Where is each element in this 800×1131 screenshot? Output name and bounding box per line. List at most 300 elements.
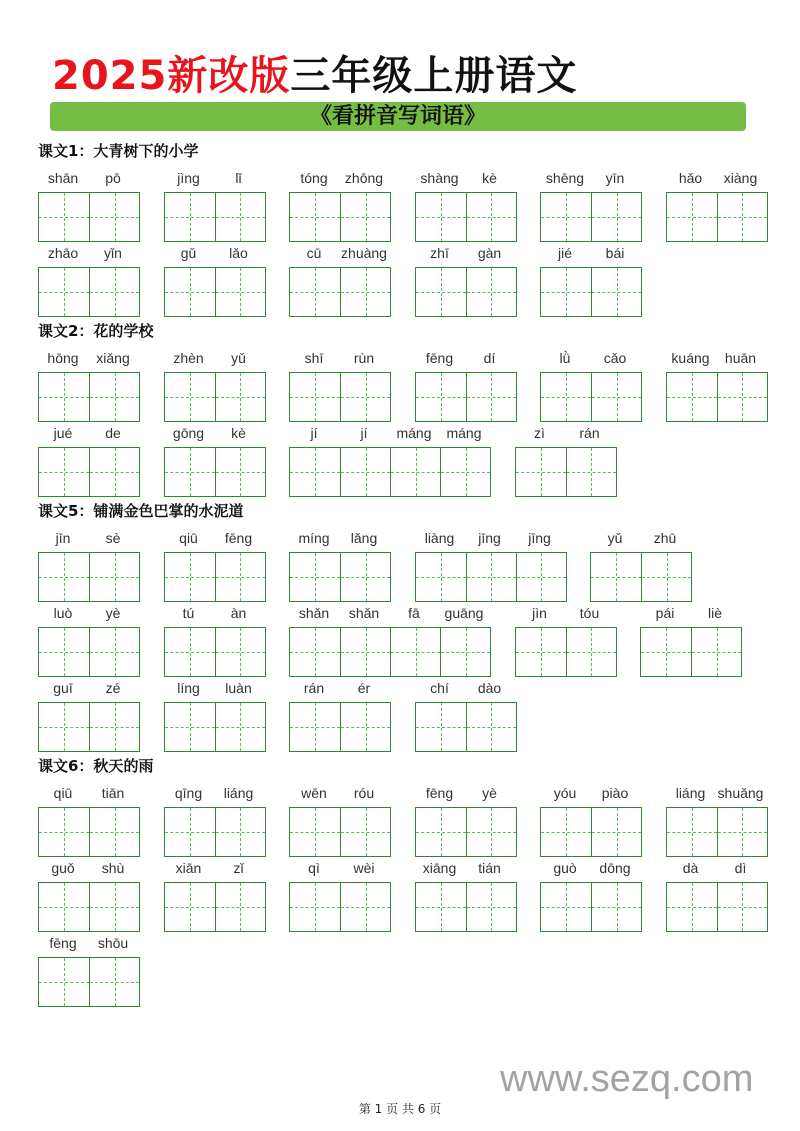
tian-zi-ge-cell[interactable] <box>340 268 390 316</box>
word-item <box>415 678 517 753</box>
lesson-section <box>38 140 778 318</box>
tian-zi-ge-cell[interactable] <box>290 808 340 856</box>
pinyin: yóu <box>553 785 577 801</box>
pinyin: wēn <box>301 785 327 801</box>
word-item <box>38 933 140 1008</box>
tian-zi-ge-cell[interactable] <box>717 193 767 241</box>
tian-zi-ge-cell[interactable] <box>340 553 390 601</box>
tian-zi-ge-cell[interactable] <box>516 448 566 496</box>
tian-zi-ge-cell[interactable] <box>165 373 215 421</box>
tian-zi-ge-cell[interactable] <box>717 883 767 931</box>
pinyin: rán <box>303 680 325 696</box>
writing-grid <box>164 192 266 242</box>
tian-zi-ge-cell[interactable] <box>39 268 89 316</box>
pinyin: fēng <box>425 350 454 366</box>
pinyin: zhāo <box>47 245 79 261</box>
tian-zi-ge-cell[interactable] <box>39 958 89 1006</box>
pinyin: de <box>105 425 121 441</box>
title-edition: 2025新改版 <box>52 53 291 99</box>
pinyin-line <box>38 528 140 552</box>
pinyin-line <box>164 603 266 627</box>
page-title <box>52 44 577 101</box>
tian-zi-ge-cell[interactable] <box>591 268 641 316</box>
pinyin: guī <box>53 680 73 696</box>
tian-zi-ge-cell[interactable] <box>466 268 516 316</box>
tian-zi-ge-cell[interactable] <box>591 883 641 931</box>
pinyin-line <box>38 423 140 447</box>
writing-grid <box>38 372 140 422</box>
tian-zi-ge-cell[interactable] <box>165 703 215 751</box>
pinyin: dōng <box>599 860 631 876</box>
writing-grid <box>415 372 517 422</box>
pinyin: gǔ <box>180 245 197 261</box>
word-item <box>38 858 140 933</box>
writing-grid <box>540 192 642 242</box>
tian-zi-ge-cell[interactable] <box>466 883 516 931</box>
tian-zi-ge-cell[interactable] <box>541 268 591 316</box>
tian-zi-ge-cell[interactable] <box>165 193 215 241</box>
pinyin: qiū <box>179 530 198 546</box>
tian-zi-ge-cell[interactable] <box>165 268 215 316</box>
pinyin: fā <box>408 605 420 621</box>
pinyin-line <box>289 603 491 627</box>
pinyin: sè <box>105 530 121 546</box>
writing-grid <box>590 552 692 602</box>
pinyin: shǎn <box>348 605 380 621</box>
writing-grid <box>415 882 517 932</box>
writing-grid <box>640 627 742 677</box>
word-item <box>540 348 642 423</box>
word-item <box>515 423 617 498</box>
pinyin-line <box>289 858 391 882</box>
pinyin: yǔ <box>231 350 246 366</box>
writing-grid <box>415 807 517 857</box>
tian-zi-ge-cell[interactable] <box>390 448 440 496</box>
pinyin: yīn <box>605 170 625 186</box>
tian-zi-ge-cell[interactable] <box>165 553 215 601</box>
pinyin-line <box>540 783 642 807</box>
pinyin: liàng <box>424 530 455 546</box>
word-row <box>38 603 778 678</box>
tian-zi-ge-cell[interactable] <box>641 628 691 676</box>
tian-zi-ge-cell[interactable] <box>516 553 566 601</box>
tian-zi-ge-cell[interactable] <box>416 193 466 241</box>
writing-grid <box>415 192 517 242</box>
tian-zi-ge-cell[interactable] <box>541 193 591 241</box>
pinyin: guò <box>553 860 577 876</box>
pinyin: qīng <box>174 785 203 801</box>
word-item <box>38 678 140 753</box>
tian-zi-ge-cell[interactable] <box>416 373 466 421</box>
writing-grid <box>540 267 642 317</box>
tian-zi-ge-cell[interactable] <box>290 883 340 931</box>
writing-grid <box>164 447 266 497</box>
tian-zi-ge-cell[interactable] <box>591 808 641 856</box>
tian-zi-ge-cell[interactable] <box>541 883 591 931</box>
tian-zi-ge-cell[interactable] <box>416 703 466 751</box>
pinyin: rùn <box>353 350 375 366</box>
tian-zi-ge-cell[interactable] <box>667 883 717 931</box>
tian-zi-ge-cell[interactable] <box>89 628 139 676</box>
word-item <box>164 783 266 858</box>
pinyin: qiū <box>53 785 73 801</box>
writing-grid <box>38 807 140 857</box>
pinyin-line <box>38 933 140 957</box>
writing-grid <box>164 267 266 317</box>
pinyin: yǐn <box>104 245 122 261</box>
pinyin: tiān <box>101 785 125 801</box>
page-footer: 第 1 页 共 6 页 <box>358 1102 442 1116</box>
tian-zi-ge-cell[interactable] <box>89 193 139 241</box>
pinyin: piào <box>601 785 629 801</box>
pinyin: lǜ <box>559 350 571 366</box>
tian-zi-ge-cell[interactable] <box>691 628 741 676</box>
pinyin-line <box>666 783 768 807</box>
word-item <box>164 168 266 243</box>
pinyin: luò <box>53 605 73 621</box>
tian-zi-ge-cell[interactable] <box>416 883 466 931</box>
tian-zi-ge-cell[interactable] <box>340 883 390 931</box>
tian-zi-ge-cell[interactable] <box>215 883 265 931</box>
pinyin-line <box>515 423 617 447</box>
pinyin: zhī <box>430 245 449 261</box>
tian-zi-ge-cell[interactable] <box>340 448 390 496</box>
tian-zi-ge-cell[interactable] <box>541 808 591 856</box>
pinyin: fēng <box>49 935 77 951</box>
pinyin: lǐ <box>235 170 242 186</box>
pinyin-line <box>640 603 742 627</box>
tian-zi-ge-cell[interactable] <box>215 448 265 496</box>
word-item <box>289 603 491 678</box>
pinyin-line <box>38 168 140 192</box>
writing-grid <box>164 807 266 857</box>
pinyin: chí <box>430 680 449 696</box>
pinyin: máng <box>446 425 482 441</box>
pinyin: zé <box>105 680 121 696</box>
lesson-title: 课文5：铺满金色巴掌的水泥道 <box>38 502 244 520</box>
pinyin: jīng <box>528 530 551 546</box>
pinyin-line <box>164 858 266 882</box>
word-item <box>164 423 266 498</box>
title-subject: 三年级上册语文 <box>290 53 578 99</box>
tian-zi-ge-cell[interactable] <box>667 808 717 856</box>
word-item <box>38 168 140 243</box>
tian-zi-ge-cell[interactable] <box>215 808 265 856</box>
tian-zi-ge-cell[interactable] <box>516 628 566 676</box>
section-banner: 《看拼音写词语》 <box>50 102 746 131</box>
tian-zi-ge-cell[interactable] <box>165 448 215 496</box>
tian-zi-ge-cell[interactable] <box>89 883 139 931</box>
writing-grid <box>415 267 517 317</box>
pinyin-line <box>164 528 266 552</box>
word-item <box>289 858 391 933</box>
tian-zi-ge-cell[interactable] <box>667 373 717 421</box>
pinyin: shī <box>304 350 324 366</box>
pinyin-line <box>415 528 567 552</box>
tian-zi-ge-cell[interactable] <box>667 193 717 241</box>
writing-grid <box>666 807 768 857</box>
tian-zi-ge-cell[interactable] <box>215 373 265 421</box>
pinyin: cū <box>306 245 322 261</box>
tian-zi-ge-cell[interactable] <box>290 373 340 421</box>
pinyin: jīn <box>55 530 71 546</box>
word-item <box>289 783 391 858</box>
tian-zi-ge-cell[interactable] <box>215 703 265 751</box>
writing-grid <box>666 192 768 242</box>
tian-zi-ge-cell[interactable] <box>466 553 516 601</box>
tian-zi-ge-cell[interactable] <box>39 703 89 751</box>
word-item <box>38 783 140 858</box>
word-item <box>164 678 266 753</box>
tian-zi-ge-cell[interactable] <box>290 448 340 496</box>
pinyin: bái <box>605 245 625 261</box>
tian-zi-ge-cell[interactable] <box>39 448 89 496</box>
pinyin: shù <box>101 860 125 876</box>
pinyin-line <box>164 243 266 267</box>
pinyin-line <box>38 678 140 702</box>
word-item <box>666 168 768 243</box>
tian-zi-ge-cell[interactable] <box>290 268 340 316</box>
pinyin-line <box>540 348 642 372</box>
pinyin: liáng <box>223 785 254 801</box>
tian-zi-ge-cell[interactable] <box>89 958 139 1006</box>
pinyin: zhōng <box>344 170 384 186</box>
tian-zi-ge-cell[interactable] <box>340 703 390 751</box>
pinyin: shuǎng <box>717 785 764 801</box>
pinyin: jí <box>310 425 318 441</box>
writing-grid <box>415 702 517 752</box>
pinyin-line <box>415 243 517 267</box>
tian-zi-ge-cell[interactable] <box>39 553 89 601</box>
pinyin-line <box>666 858 768 882</box>
pinyin: lǎng <box>350 530 378 546</box>
tian-zi-ge-cell[interactable] <box>340 193 390 241</box>
word-item <box>540 168 642 243</box>
writing-grid <box>540 807 642 857</box>
tian-zi-ge-cell[interactable] <box>340 628 390 676</box>
pinyin: xiāng <box>422 860 457 876</box>
pinyin: zǐ <box>233 860 244 876</box>
writing-grid <box>38 957 140 1007</box>
pinyin-line <box>164 348 266 372</box>
tian-zi-ge-cell[interactable] <box>390 628 440 676</box>
word-item <box>289 168 391 243</box>
pinyin-line <box>289 243 391 267</box>
tian-zi-ge-cell[interactable] <box>466 808 516 856</box>
pinyin: guǒ <box>51 860 75 876</box>
writing-grid <box>38 192 140 242</box>
tian-zi-ge-cell[interactable] <box>215 553 265 601</box>
pinyin: huān <box>724 350 757 366</box>
tian-zi-ge-cell[interactable] <box>566 448 616 496</box>
writing-grid <box>666 882 768 932</box>
pinyin: zhū <box>653 530 677 546</box>
pinyin: míng <box>298 530 330 546</box>
word-row <box>38 528 778 603</box>
tian-zi-ge-cell[interactable] <box>39 373 89 421</box>
pinyin: fēng <box>224 530 253 546</box>
word-item <box>666 783 768 858</box>
word-item <box>415 858 517 933</box>
pinyin: rán <box>579 425 600 441</box>
writing-grid <box>289 267 391 317</box>
tian-zi-ge-cell[interactable] <box>466 193 516 241</box>
tian-zi-ge-cell[interactable] <box>541 373 591 421</box>
writing-grid <box>289 627 491 677</box>
writing-grid <box>515 627 617 677</box>
tian-zi-ge-cell[interactable] <box>165 883 215 931</box>
tian-zi-ge-cell[interactable] <box>566 628 616 676</box>
pinyin: gōng <box>172 425 205 441</box>
pinyin-line <box>164 678 266 702</box>
word-item <box>164 348 266 423</box>
pinyin: jié <box>557 245 572 261</box>
pinyin: róu <box>353 785 375 801</box>
pinyin: tú <box>182 605 195 621</box>
pinyin-line <box>540 243 642 267</box>
tian-zi-ge-cell[interactable] <box>416 553 466 601</box>
tian-zi-ge-cell[interactable] <box>340 808 390 856</box>
writing-grid <box>38 267 140 317</box>
pinyin: zhèn <box>173 350 204 366</box>
pinyin: pō <box>105 170 121 186</box>
tian-zi-ge-cell[interactable] <box>416 268 466 316</box>
lesson-section <box>38 500 778 753</box>
word-item <box>666 858 768 933</box>
pinyin: kuáng <box>671 350 710 366</box>
pinyin-line <box>289 348 391 372</box>
writing-grid <box>289 192 391 242</box>
tian-zi-ge-cell[interactable] <box>89 553 139 601</box>
tian-zi-ge-cell[interactable] <box>416 808 466 856</box>
tian-zi-ge-cell[interactable] <box>591 193 641 241</box>
pinyin: dà <box>682 860 699 876</box>
tian-zi-ge-cell[interactable] <box>89 373 139 421</box>
writing-grid <box>164 372 266 422</box>
writing-grid <box>164 552 266 602</box>
word-item <box>415 528 567 603</box>
writing-grid <box>164 882 266 932</box>
tian-zi-ge-cell[interactable] <box>340 373 390 421</box>
writing-grid <box>38 882 140 932</box>
pinyin: kè <box>231 425 246 441</box>
tian-zi-ge-cell[interactable] <box>89 448 139 496</box>
pinyin: máng <box>396 425 432 441</box>
word-row <box>38 423 778 498</box>
pinyin: zì <box>534 425 545 441</box>
pinyin-line <box>38 603 140 627</box>
pinyin: xiǎng <box>96 350 130 366</box>
tian-zi-ge-cell[interactable] <box>39 628 89 676</box>
word-row <box>38 243 778 318</box>
tian-zi-ge-cell[interactable] <box>717 808 767 856</box>
pinyin-line <box>164 423 266 447</box>
tian-zi-ge-cell[interactable] <box>215 268 265 316</box>
tian-zi-ge-cell[interactable] <box>290 193 340 241</box>
writing-grid <box>38 552 140 602</box>
pinyin: lǎo <box>229 245 248 261</box>
pinyin-line <box>415 678 517 702</box>
pinyin-line <box>289 678 391 702</box>
writing-grid <box>164 627 266 677</box>
pinyin: gàn <box>477 245 502 261</box>
tian-zi-ge-cell[interactable] <box>39 883 89 931</box>
pinyin: wèi <box>353 860 375 876</box>
tian-zi-ge-cell[interactable] <box>215 628 265 676</box>
tian-zi-ge-cell[interactable] <box>591 553 641 601</box>
tian-zi-ge-cell[interactable] <box>290 703 340 751</box>
pinyin: shān <box>47 170 79 186</box>
tian-zi-ge-cell[interactable] <box>440 448 490 496</box>
tian-zi-ge-cell[interactable] <box>466 373 516 421</box>
tian-zi-ge-cell[interactable] <box>440 628 490 676</box>
pinyin-line <box>38 243 140 267</box>
word-item <box>640 603 742 678</box>
tian-zi-ge-cell[interactable] <box>165 808 215 856</box>
tian-zi-ge-cell[interactable] <box>290 628 340 676</box>
tian-zi-ge-cell[interactable] <box>215 193 265 241</box>
pinyin-line <box>289 168 391 192</box>
pinyin: jìn <box>532 605 547 621</box>
pinyin: yǔ <box>607 530 623 546</box>
tian-zi-ge-cell[interactable] <box>89 808 139 856</box>
word-item <box>590 528 692 603</box>
tian-zi-ge-cell[interactable] <box>717 373 767 421</box>
pinyin-line <box>415 348 517 372</box>
writing-grid <box>515 447 617 497</box>
tian-zi-ge-cell[interactable] <box>89 703 139 751</box>
pinyin: guāng <box>444 605 484 621</box>
tian-zi-ge-cell[interactable] <box>89 268 139 316</box>
word-item <box>415 243 517 318</box>
tian-zi-ge-cell[interactable] <box>39 193 89 241</box>
pinyin: hōng <box>47 350 79 366</box>
word-item <box>38 528 140 603</box>
pinyin: shōu <box>97 935 129 951</box>
tian-zi-ge-cell[interactable] <box>591 373 641 421</box>
pinyin-line <box>164 168 266 192</box>
writing-grid <box>164 702 266 752</box>
word-row <box>38 933 778 1008</box>
pinyin-line <box>289 783 391 807</box>
pinyin: qì <box>308 860 320 876</box>
pinyin: shàng <box>420 170 459 186</box>
word-item <box>289 348 391 423</box>
word-row <box>38 783 778 858</box>
pinyin: ér <box>357 680 371 696</box>
tian-zi-ge-cell[interactable] <box>466 703 516 751</box>
pinyin: fēng <box>425 785 454 801</box>
tian-zi-ge-cell[interactable] <box>165 628 215 676</box>
pinyin-line <box>415 858 517 882</box>
tian-zi-ge-cell[interactable] <box>641 553 691 601</box>
pinyin: xiān <box>175 860 202 876</box>
word-item <box>38 243 140 318</box>
pinyin-line <box>164 783 266 807</box>
pinyin-line <box>415 783 517 807</box>
lesson-title: 课文1：大青树下的小学 <box>38 142 199 160</box>
watermark: www.sezq.com <box>500 1058 754 1100</box>
pinyin-line <box>415 168 517 192</box>
tian-zi-ge-cell[interactable] <box>39 808 89 856</box>
word-item <box>289 423 491 498</box>
pinyin: yè <box>482 785 497 801</box>
pinyin: líng <box>177 680 200 696</box>
pinyin: àn <box>230 605 247 621</box>
tian-zi-ge-cell[interactable] <box>290 553 340 601</box>
pinyin: jí <box>360 425 368 441</box>
pinyin-line <box>515 603 617 627</box>
